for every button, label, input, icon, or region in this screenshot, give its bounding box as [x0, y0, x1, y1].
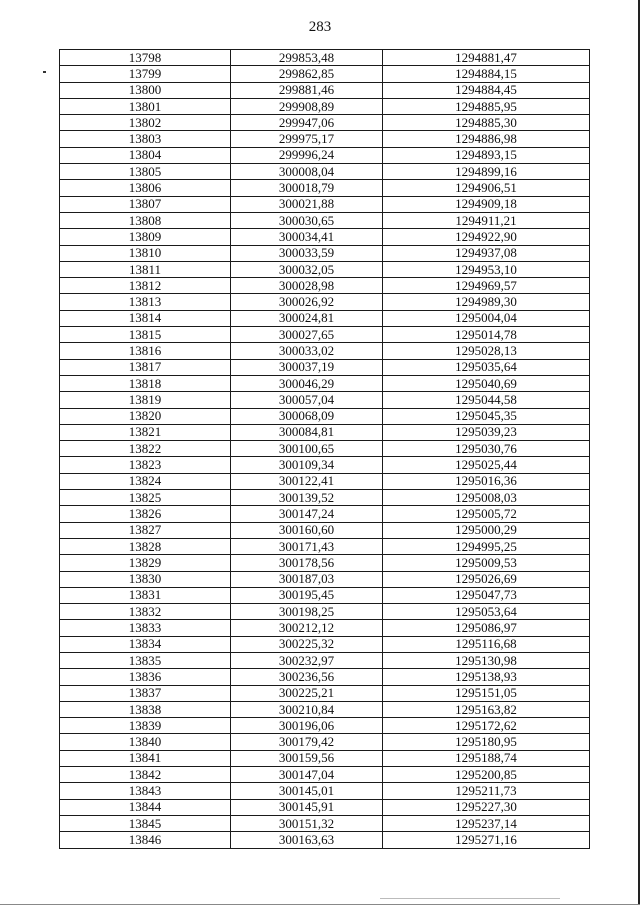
table-row — [60, 587, 590, 603]
x-coordinate-cell: 300171,43 — [231, 538, 383, 554]
y-coordinate-cell: 1295004,04 — [383, 310, 590, 326]
table-row — [60, 245, 590, 261]
table-row — [60, 604, 590, 620]
y-coordinate-cell: 1295026,69 — [383, 571, 590, 587]
point-number-cell: 13844 — [60, 799, 231, 815]
point-number-cell: 13811 — [60, 261, 231, 277]
y-coordinate-cell: 1294886,98 — [383, 131, 590, 147]
y-coordinate-cell: 1294989,30 — [383, 294, 590, 310]
y-coordinate-cell: 1294893,15 — [383, 147, 590, 163]
table-row — [60, 82, 590, 98]
x-coordinate-cell: 299908,89 — [231, 98, 383, 114]
table-row — [60, 424, 590, 440]
table-row — [60, 701, 590, 717]
point-number-cell: 13840 — [60, 734, 231, 750]
table-row — [60, 196, 590, 212]
table-row — [60, 490, 590, 506]
x-coordinate-cell: 300236,56 — [231, 669, 383, 685]
point-number-cell: 13812 — [60, 278, 231, 294]
x-coordinate-cell: 300160,60 — [231, 522, 383, 538]
x-coordinate-cell: 300147,04 — [231, 767, 383, 783]
page-number: 283 — [308, 19, 332, 35]
table-row — [60, 359, 590, 375]
x-coordinate-cell: 300210,84 — [231, 701, 383, 717]
table-row — [60, 506, 590, 522]
table-row — [60, 799, 590, 815]
table-row — [60, 327, 590, 343]
point-number-cell: 13809 — [60, 229, 231, 245]
point-number-cell: 13845 — [60, 815, 231, 831]
point-number-cell: 13801 — [60, 98, 231, 114]
y-coordinate-cell: 1295211,73 — [383, 783, 590, 799]
point-number-cell: 13843 — [60, 783, 231, 799]
y-coordinate-cell: 1294969,57 — [383, 278, 590, 294]
table-row — [60, 131, 590, 147]
x-coordinate-cell: 300008,04 — [231, 164, 383, 180]
x-coordinate-cell: 299947,06 — [231, 115, 383, 131]
table-row — [60, 294, 590, 310]
x-coordinate-cell: 300109,34 — [231, 457, 383, 473]
point-number-cell: 13799 — [60, 66, 231, 82]
y-coordinate-cell: 1295180,95 — [383, 734, 590, 750]
table-row — [60, 620, 590, 636]
table-row — [60, 571, 590, 587]
x-coordinate-cell: 300163,63 — [231, 832, 383, 848]
x-coordinate-cell: 300122,41 — [231, 473, 383, 489]
x-coordinate-cell: 300159,56 — [231, 750, 383, 766]
table-row — [60, 66, 590, 82]
table-row — [60, 278, 590, 294]
x-coordinate-cell: 300195,45 — [231, 587, 383, 603]
table-row — [60, 734, 590, 750]
point-number-cell: 13798 — [60, 50, 231, 66]
point-number-cell: 13823 — [60, 457, 231, 473]
x-coordinate-cell: 300021,88 — [231, 196, 383, 212]
point-number-cell: 13822 — [60, 441, 231, 457]
x-coordinate-cell: 300034,41 — [231, 229, 383, 245]
y-coordinate-cell: 1295025,44 — [383, 457, 590, 473]
point-number-cell: 13803 — [60, 131, 231, 147]
point-number-cell: 13839 — [60, 718, 231, 734]
table-row — [60, 767, 590, 783]
point-number-cell: 13830 — [60, 571, 231, 587]
table-row — [60, 147, 590, 163]
x-coordinate-cell: 300232,97 — [231, 652, 383, 668]
point-number-cell: 13837 — [60, 685, 231, 701]
x-coordinate-cell: 300178,56 — [231, 555, 383, 571]
x-coordinate-cell: 300084,81 — [231, 424, 383, 440]
y-coordinate-cell: 1295086,97 — [383, 620, 590, 636]
y-coordinate-cell: 1295005,72 — [383, 506, 590, 522]
coordinates-table-body — [60, 50, 590, 849]
point-number-cell: 13833 — [60, 620, 231, 636]
y-coordinate-cell: 1295047,73 — [383, 587, 590, 603]
x-coordinate-cell: 300198,25 — [231, 604, 383, 620]
point-number-cell: 13802 — [60, 115, 231, 131]
y-coordinate-cell: 1295116,68 — [383, 636, 590, 652]
x-coordinate-cell: 300151,32 — [231, 815, 383, 831]
y-coordinate-cell: 1295151,05 — [383, 685, 590, 701]
table-row — [60, 815, 590, 831]
x-coordinate-cell: 300179,42 — [231, 734, 383, 750]
table-row — [60, 408, 590, 424]
table-row — [60, 718, 590, 734]
y-coordinate-cell: 1294911,21 — [383, 212, 590, 228]
y-coordinate-cell: 1295000,29 — [383, 522, 590, 538]
table-row — [60, 832, 590, 848]
point-number-cell: 13810 — [60, 245, 231, 261]
table-row — [60, 685, 590, 701]
point-number-cell: 13817 — [60, 359, 231, 375]
y-coordinate-cell: 1295035,64 — [383, 359, 590, 375]
y-coordinate-cell: 1294881,47 — [383, 50, 590, 66]
x-coordinate-cell: 300028,98 — [231, 278, 383, 294]
x-coordinate-cell: 299975,17 — [231, 131, 383, 147]
point-number-cell: 13838 — [60, 701, 231, 717]
x-coordinate-cell: 300196,06 — [231, 718, 383, 734]
point-number-cell: 13807 — [60, 196, 231, 212]
table-row — [60, 212, 590, 228]
y-coordinate-cell: 1295200,85 — [383, 767, 590, 783]
y-coordinate-cell: 1294884,45 — [383, 82, 590, 98]
point-number-cell: 13806 — [60, 180, 231, 196]
y-coordinate-cell: 1295014,78 — [383, 327, 590, 343]
point-number-cell: 13832 — [60, 604, 231, 620]
y-coordinate-cell: 1295053,64 — [383, 604, 590, 620]
y-coordinate-cell: 1295163,82 — [383, 701, 590, 717]
x-coordinate-cell: 300030,65 — [231, 212, 383, 228]
x-coordinate-cell: 300100,65 — [231, 441, 383, 457]
y-coordinate-cell: 1294909,18 — [383, 196, 590, 212]
x-coordinate-cell: 299862,85 — [231, 66, 383, 82]
point-number-cell: 13825 — [60, 490, 231, 506]
x-coordinate-cell: 300187,03 — [231, 571, 383, 587]
x-coordinate-cell: 300145,01 — [231, 783, 383, 799]
point-number-cell: 13831 — [60, 587, 231, 603]
y-coordinate-cell: 1295008,03 — [383, 490, 590, 506]
table-row — [60, 522, 590, 538]
point-number-cell: 13827 — [60, 522, 231, 538]
table-row — [60, 375, 590, 391]
y-coordinate-cell: 1295028,13 — [383, 343, 590, 359]
table-row — [60, 261, 590, 277]
table-row — [60, 229, 590, 245]
point-number-cell: 13846 — [60, 832, 231, 848]
table-row — [60, 392, 590, 408]
table-row — [60, 164, 590, 180]
x-coordinate-cell: 300139,52 — [231, 490, 383, 506]
table-row — [60, 343, 590, 359]
table-row — [60, 115, 590, 131]
x-coordinate-cell: 300147,24 — [231, 506, 383, 522]
point-number-cell: 13826 — [60, 506, 231, 522]
table-row — [60, 473, 590, 489]
scan-artifact — [43, 71, 46, 73]
x-coordinate-cell: 300027,65 — [231, 327, 383, 343]
x-coordinate-cell: 300033,02 — [231, 343, 383, 359]
table-row — [60, 310, 590, 326]
table-row — [60, 98, 590, 114]
x-coordinate-cell: 300057,04 — [231, 392, 383, 408]
table-row — [60, 180, 590, 196]
coordinates-table — [59, 49, 590, 849]
y-coordinate-cell: 1294885,30 — [383, 115, 590, 131]
y-coordinate-cell: 1295016,36 — [383, 473, 590, 489]
table-row — [60, 750, 590, 766]
x-coordinate-cell: 299853,48 — [231, 50, 383, 66]
x-coordinate-cell: 299996,24 — [231, 147, 383, 163]
y-coordinate-cell: 1295044,58 — [383, 392, 590, 408]
point-number-cell: 13821 — [60, 424, 231, 440]
y-coordinate-cell: 1294906,51 — [383, 180, 590, 196]
table-row — [60, 783, 590, 799]
point-number-cell: 13818 — [60, 375, 231, 391]
point-number-cell: 13820 — [60, 408, 231, 424]
point-number-cell: 13834 — [60, 636, 231, 652]
point-number-cell: 13814 — [60, 310, 231, 326]
y-coordinate-cell: 1295045,35 — [383, 408, 590, 424]
y-coordinate-cell: 1295040,69 — [383, 375, 590, 391]
y-coordinate-cell: 1295138,93 — [383, 669, 590, 685]
point-number-cell: 13816 — [60, 343, 231, 359]
table-row — [60, 50, 590, 66]
table-row — [60, 669, 590, 685]
y-coordinate-cell: 1295271,16 — [383, 832, 590, 848]
point-number-cell: 13828 — [60, 538, 231, 554]
x-coordinate-cell: 300024,81 — [231, 310, 383, 326]
point-number-cell: 13815 — [60, 327, 231, 343]
table-row — [60, 555, 590, 571]
table-row — [60, 538, 590, 554]
y-coordinate-cell: 1294899,16 — [383, 164, 590, 180]
y-coordinate-cell: 1294884,15 — [383, 66, 590, 82]
x-coordinate-cell: 300046,29 — [231, 375, 383, 391]
y-coordinate-cell: 1294995,25 — [383, 538, 590, 554]
point-number-cell: 13805 — [60, 164, 231, 180]
point-number-cell: 13800 — [60, 82, 231, 98]
point-number-cell: 13808 — [60, 212, 231, 228]
table-row — [60, 636, 590, 652]
point-number-cell: 13836 — [60, 669, 231, 685]
y-coordinate-cell: 1295009,53 — [383, 555, 590, 571]
y-coordinate-cell: 1294922,90 — [383, 229, 590, 245]
x-coordinate-cell: 299881,46 — [231, 82, 383, 98]
point-number-cell: 13819 — [60, 392, 231, 408]
point-number-cell: 13829 — [60, 555, 231, 571]
scan-artifact-line — [380, 898, 560, 899]
y-coordinate-cell: 1295188,74 — [383, 750, 590, 766]
x-coordinate-cell: 300018,79 — [231, 180, 383, 196]
point-number-cell: 13813 — [60, 294, 231, 310]
x-coordinate-cell: 300026,92 — [231, 294, 383, 310]
point-number-cell: 13824 — [60, 473, 231, 489]
point-number-cell: 13804 — [60, 147, 231, 163]
x-coordinate-cell: 300032,05 — [231, 261, 383, 277]
y-coordinate-cell: 1295030,76 — [383, 441, 590, 457]
x-coordinate-cell: 300145,91 — [231, 799, 383, 815]
table-row — [60, 457, 590, 473]
point-number-cell: 13841 — [60, 750, 231, 766]
point-number-cell: 13842 — [60, 767, 231, 783]
y-coordinate-cell: 1294885,95 — [383, 98, 590, 114]
y-coordinate-cell: 1295237,14 — [383, 815, 590, 831]
point-number-cell: 13835 — [60, 652, 231, 668]
y-coordinate-cell: 1294953,10 — [383, 261, 590, 277]
y-coordinate-cell: 1295172,62 — [383, 718, 590, 734]
y-coordinate-cell: 1294937,08 — [383, 245, 590, 261]
y-coordinate-cell: 1295130,98 — [383, 652, 590, 668]
table-row — [60, 652, 590, 668]
x-coordinate-cell: 300033,59 — [231, 245, 383, 261]
x-coordinate-cell: 300225,32 — [231, 636, 383, 652]
x-coordinate-cell: 300212,12 — [231, 620, 383, 636]
x-coordinate-cell: 300068,09 — [231, 408, 383, 424]
x-coordinate-cell: 300225,21 — [231, 685, 383, 701]
x-coordinate-cell: 300037,19 — [231, 359, 383, 375]
table-row — [60, 441, 590, 457]
y-coordinate-cell: 1295039,23 — [383, 424, 590, 440]
y-coordinate-cell: 1295227,30 — [383, 799, 590, 815]
